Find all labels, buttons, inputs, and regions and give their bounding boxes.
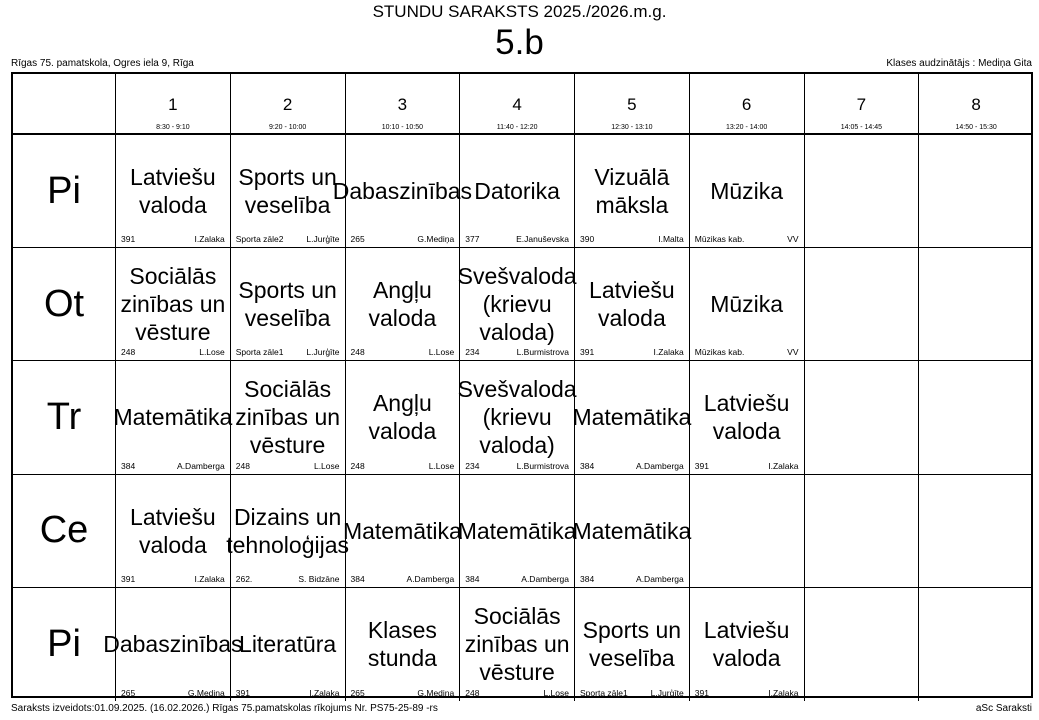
period-header <box>804 74 919 135</box>
lesson-teacher: L.Lose <box>313 460 340 471</box>
empty-cell <box>804 248 919 361</box>
lesson-cell <box>689 361 804 474</box>
period-header <box>230 74 345 135</box>
lesson-room: 391 <box>694 460 709 471</box>
empty-cell <box>804 588 919 701</box>
period-time: 12:30 - 13:10 <box>611 124 653 131</box>
lesson-room: 391 <box>121 234 136 245</box>
lesson-subject: Matemātika <box>572 404 692 431</box>
lesson-room: 248 <box>121 347 136 358</box>
lesson-subject: Latviešu valoda <box>130 503 216 558</box>
lesson-subject: Dabaszinības <box>103 631 243 658</box>
lesson-teacher: L.Lose <box>428 460 455 471</box>
empty-cell <box>804 135 919 248</box>
school-info: Rīgas 75. pamatskola, Ogres iela 9, Rīga <box>11 58 194 69</box>
lesson-cell <box>230 248 345 361</box>
lesson-room: 384 <box>350 573 365 584</box>
lesson-cell <box>230 588 345 701</box>
day-label: Pi <box>13 135 115 248</box>
footer-brand: aSc Saraksti <box>975 703 1032 714</box>
lesson-room: 384 <box>580 573 595 584</box>
lesson-teacher: L.Burmistrova <box>516 460 569 471</box>
lesson-teacher: A.Damberga <box>521 573 569 584</box>
lesson-room: Sporta zāle1 <box>235 347 284 358</box>
lesson-room: 234 <box>465 460 480 471</box>
lesson-room: 377 <box>465 234 480 245</box>
lesson-room: Sporta zāle1 <box>580 687 628 698</box>
lesson-cell <box>574 248 689 361</box>
lesson-room: 384 <box>121 460 136 471</box>
period-time: 14:50 - 15:30 <box>955 124 997 131</box>
lesson-cell <box>689 135 804 248</box>
lesson-subject: Latviešu valoda <box>703 390 790 445</box>
lesson-subject: Sports un veselība <box>238 164 337 219</box>
lesson-teacher: L.Jurģīte <box>306 234 340 245</box>
lesson-teacher: I.Malta <box>658 234 684 245</box>
lesson-teacher: A.Damberga <box>636 573 684 584</box>
page-title: STUNDU SARAKSTS 2025./2026.m.g. <box>372 2 667 21</box>
lesson-subject: Svešvaloda (krievu valoda) <box>457 263 577 346</box>
lesson-teacher: E.Januševska <box>516 234 569 245</box>
lesson-cell <box>345 361 460 474</box>
lesson-cell <box>230 361 345 474</box>
lesson-cell <box>457 475 577 588</box>
empty-cell <box>918 361 1033 474</box>
lesson-cell <box>342 475 462 588</box>
lesson-teacher: G.Mediņa <box>187 687 225 698</box>
lesson-teacher: I.Zalaka <box>768 460 799 471</box>
lesson-room: 248 <box>350 347 365 358</box>
lesson-cell <box>230 135 345 248</box>
period-time: 13:20 - 14:00 <box>725 124 768 131</box>
lesson-subject: Datorika <box>474 178 560 205</box>
lesson-teacher: L.Jurģīte <box>306 347 340 358</box>
lesson-subject: Sociālās zinības un vēsture <box>120 263 226 346</box>
class-name: 5.b <box>495 23 544 62</box>
day-label: Ce <box>13 475 115 588</box>
day-label: Tr <box>13 361 115 474</box>
lesson-teacher: I.Zalaka <box>309 687 340 698</box>
lesson-teacher: L.Jurģīte <box>650 687 684 698</box>
empty-cell <box>918 475 1033 588</box>
period-header <box>345 74 460 135</box>
lesson-cell <box>459 588 574 701</box>
lesson-room: 234 <box>465 347 480 358</box>
period-number: 5 <box>627 95 637 114</box>
lesson-room: 390 <box>580 234 595 245</box>
lesson-teacher: A.Damberga <box>177 460 225 471</box>
lesson-room: 248 <box>465 687 480 698</box>
lesson-cell <box>689 588 804 701</box>
lesson-teacher: I.Zalaka <box>653 347 684 358</box>
lesson-subject: Matemātika <box>342 517 462 544</box>
lesson-cell <box>574 135 689 248</box>
lesson-room: 265 <box>350 234 365 245</box>
lesson-room: Mūzikas kab. <box>694 234 745 245</box>
lesson-room: 248 <box>235 460 250 471</box>
period-header <box>689 74 804 135</box>
lesson-cell <box>689 248 804 361</box>
corner-cell <box>13 74 115 135</box>
lesson-cell <box>226 475 350 588</box>
period-header <box>459 74 574 135</box>
lesson-room: 384 <box>465 573 480 584</box>
timetable-grid <box>11 72 1033 698</box>
lesson-cell <box>457 248 577 361</box>
day-label: Pi <box>47 622 81 665</box>
lesson-teacher: I.Zalaka <box>768 687 799 698</box>
lesson-teacher: A.Damberga <box>636 460 684 471</box>
lesson-teacher: S. Bidzāne <box>298 573 340 584</box>
lesson-teacher: A.Damberga <box>406 573 455 584</box>
lesson-subject: Angļu valoda <box>368 390 437 445</box>
lesson-room: Mūzikas kab. <box>694 347 745 358</box>
lesson-cell <box>345 248 460 361</box>
lesson-subject: Matemātika <box>113 404 233 431</box>
lesson-teacher: G.Mediņa <box>417 687 455 698</box>
lesson-subject: Latviešu valoda <box>130 164 216 219</box>
lesson-teacher: L.Lose <box>428 347 455 358</box>
period-time: 14:05 - 14:45 <box>840 124 882 131</box>
lesson-subject: Mūzika <box>710 291 784 318</box>
lesson-cell <box>115 475 230 588</box>
lesson-subject: Dizains un tehnoloģijas <box>226 503 350 558</box>
lesson-teacher: I.Zalaka <box>194 573 225 584</box>
period-header <box>918 74 1033 135</box>
lesson-teacher: L.Lose <box>199 347 225 358</box>
lesson-room: Sporta zāle2 <box>235 234 284 245</box>
lesson-room: 248 <box>350 460 365 471</box>
empty-cell <box>918 588 1033 701</box>
empty-cell <box>689 475 804 588</box>
period-number: 8 <box>971 95 981 114</box>
lesson-subject: Mūzika <box>710 178 784 205</box>
lesson-subject: Angļu valoda <box>368 277 437 332</box>
class-teacher: Klases audzinātājs : Mediņa Gita <box>886 58 1032 69</box>
lesson-subject: Literatūra <box>239 631 337 658</box>
lesson-teacher: L.Lose <box>543 687 569 698</box>
lesson-subject: Matemātika <box>572 517 692 544</box>
lesson-teacher: VV <box>787 347 799 358</box>
lesson-cell <box>572 475 692 588</box>
lesson-subject: Klases stunda <box>367 617 437 672</box>
lesson-room: 391 <box>121 573 136 584</box>
lesson-room: 262. <box>235 573 253 584</box>
lesson-cell <box>115 248 230 361</box>
lesson-subject: Matemātika <box>457 517 577 544</box>
period-number: 2 <box>282 95 293 114</box>
lesson-subject: Sports un veselība <box>582 617 682 672</box>
lesson-subject: Svešvaloda (krievu valoda) <box>457 376 577 459</box>
lesson-subject: Sports un veselība <box>238 277 337 332</box>
lesson-teacher: I.Zalaka <box>194 234 225 245</box>
lesson-subject: Dabaszinības <box>332 178 473 205</box>
lesson-cell <box>345 588 460 701</box>
lesson-cell <box>113 361 233 474</box>
period-number: 1 <box>168 95 178 114</box>
lesson-teacher: VV <box>787 234 799 245</box>
period-number: 6 <box>741 95 752 114</box>
lesson-subject: Latviešu valoda <box>703 617 790 672</box>
empty-cell <box>804 361 919 474</box>
period-time: 10:10 - 10:50 <box>381 124 423 131</box>
empty-cell <box>918 248 1033 361</box>
lesson-subject: Sociālās zinības un vēsture <box>235 376 341 459</box>
period-header <box>574 74 689 135</box>
lesson-cell <box>574 588 689 701</box>
lesson-cell <box>115 135 230 248</box>
period-time: 9:20 - 10:00 <box>268 124 307 131</box>
lesson-teacher: G.Mediņa <box>417 234 455 245</box>
lesson-subject: Sociālās zinības un vēsture <box>464 603 570 686</box>
period-time: 8:30 - 9:10 <box>156 124 190 131</box>
lesson-teacher: L.Burmistrova <box>516 347 569 358</box>
lesson-room: 384 <box>580 460 595 471</box>
lesson-subject: Latviešu valoda <box>589 277 675 332</box>
empty-cell <box>918 135 1033 248</box>
period-number: 3 <box>397 95 408 114</box>
lesson-cell <box>459 135 574 248</box>
lesson-room: 391 <box>235 687 250 698</box>
lesson-room: 265 <box>121 687 136 698</box>
period-time: 11:40 - 12:20 <box>496 124 538 131</box>
period-number: 4 <box>512 95 522 114</box>
lesson-room: 391 <box>694 687 709 698</box>
empty-cell <box>804 475 919 588</box>
lesson-cell <box>457 361 577 474</box>
lesson-cell <box>572 361 692 474</box>
footer-note: Saraksts izveidots:01.09.2025. (16.02.2026.) Rīgas 75.pamatskolas rīkojums Nr. PS75-25-89 -rs <box>11 703 438 714</box>
period-number: 7 <box>856 95 867 114</box>
lesson-room: 391 <box>580 347 595 358</box>
lesson-room: 265 <box>350 687 365 698</box>
lesson-subject: Vizuālā māksla <box>594 164 670 219</box>
day-label: Ot <box>13 248 115 361</box>
period-header <box>115 74 230 135</box>
